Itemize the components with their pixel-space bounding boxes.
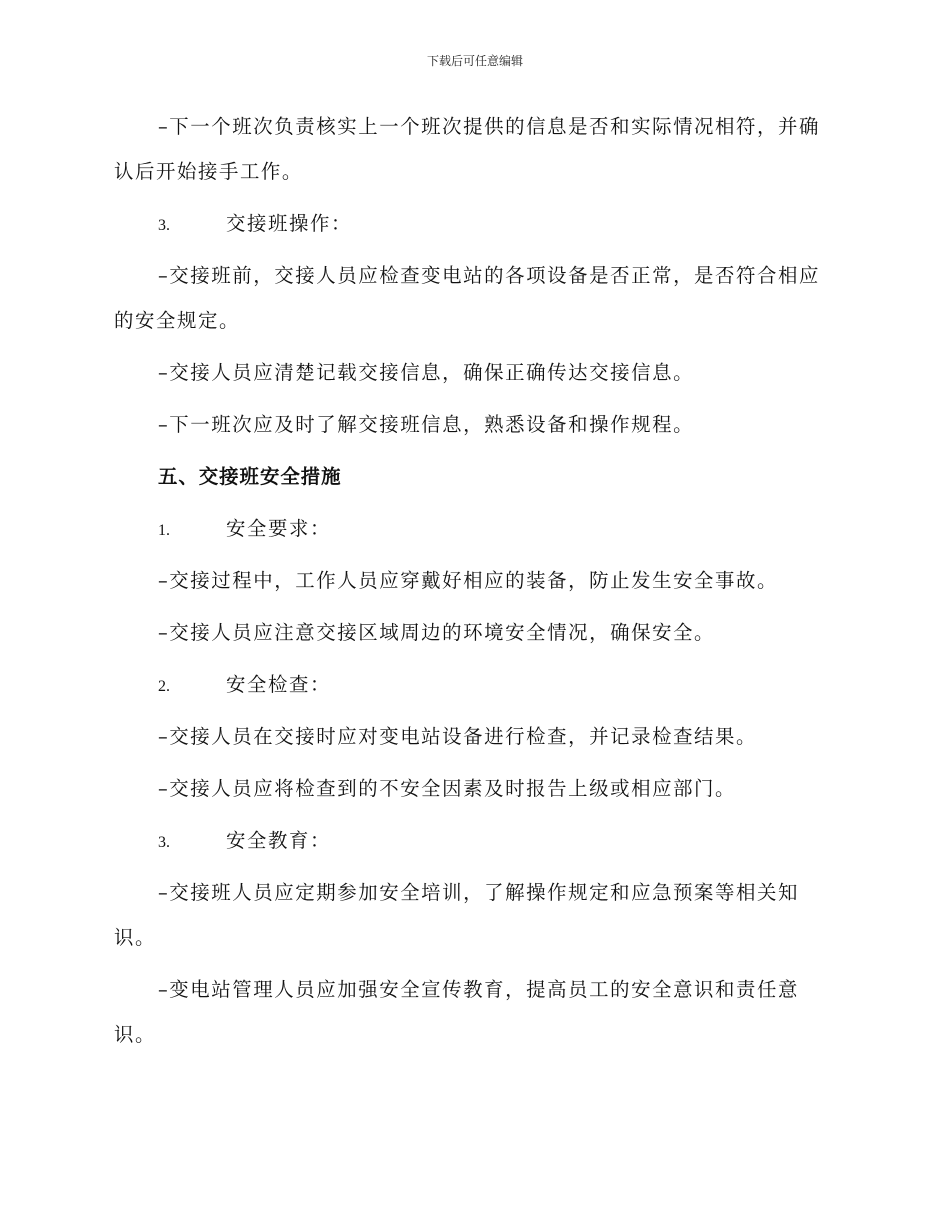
item-number: 1. (158, 522, 170, 539)
paragraph-safety-training: –交接班人员应定期参加安全培训，了解操作规定和应急预案等相关知识。 (114, 881, 800, 949)
paragraph-verify-handover: –下一个班次负责核实上一个班次提供的信息是否和实际情况相符，并确认后开始接手工作。 (114, 115, 821, 183)
paragraph-inspect-record: –交接人员在交接时应对变电站设备进行检查，并记录检查结果。 (158, 725, 758, 748)
item-number: 3. (158, 834, 170, 851)
item-label: 安全检查： (226, 673, 331, 696)
paragraph-report-hazards: –交接人员应将检查到的不安全因素及时报告上级或相应部门。 (158, 777, 737, 800)
item-number: 3. (158, 217, 170, 234)
page-header: 下载后可任意编辑 (426, 54, 523, 68)
item-label: 安全教育： (226, 829, 331, 852)
section-heading-safety-measures: 五、交接班安全措施 (158, 465, 342, 488)
list-item-handover-operation (158, 201, 822, 246)
list-item-safety-inspection (158, 662, 822, 707)
list-item-safety-requirements (158, 506, 822, 551)
item-label: 安全要求： (226, 517, 331, 540)
paragraph-wear-equipment: –交接过程中，工作人员应穿戴好相应的装备，防止发生安全事故。 (158, 569, 779, 592)
document-body (114, 104, 822, 1064)
paragraph-environment-safety: –交接人员应注意交接区域周边的环境安全情况，确保安全。 (158, 621, 716, 644)
list-item-safety-education (158, 818, 822, 863)
paragraph-record-info: –交接人员应清楚记载交接信息，确保正确传达交接信息。 (158, 361, 695, 384)
paragraph-understand-info: –下一班次应及时了解交接班信息，熟悉设备和操作规程。 (158, 413, 695, 436)
item-number: 2. (158, 678, 170, 695)
item-label: 交接班操作： (226, 212, 352, 235)
paragraph-safety-promotion: –变电站管理人员应加强安全宣传教育，提高员工的安全意识和责任意识。 (114, 978, 800, 1046)
paragraph-check-equipment: –交接班前，交接人员应检查变电站的各项设备是否正常，是否符合相应的安全规定。 (114, 264, 821, 332)
